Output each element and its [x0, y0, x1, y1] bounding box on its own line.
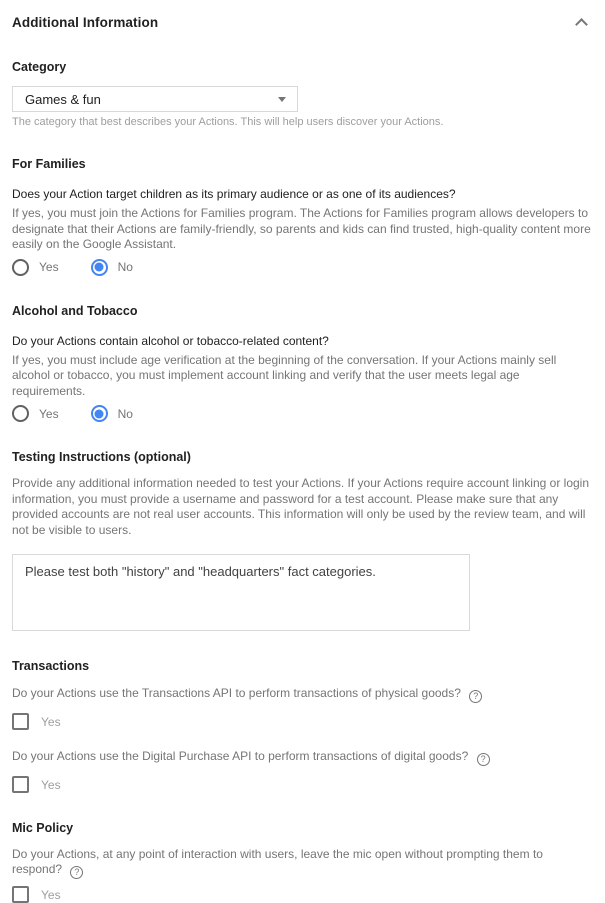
radio-icon[interactable] — [12, 405, 29, 422]
radio-label: No — [117, 260, 133, 274]
transactions-digital-checkbox-row — [12, 776, 592, 793]
transactions-digital-question — [12, 749, 592, 766]
for-families-radio-group — [12, 259, 592, 276]
alcohol-tobacco-description: If yes, you must include age verification at the beginning of the conversation. If your Actions mainly sell alcohol or tobacco, you must implement account linking and verify that the user meets legal age requirements. — [12, 352, 557, 398]
alcohol-tobacco-title: Alcohol and Tobacco — [12, 303, 138, 318]
for-families-section — [12, 157, 592, 276]
for-families-radio-yes[interactable] — [12, 259, 68, 276]
question-text: Do your Actions use the Digital Purchase API to perform transactions of digital goods? — [12, 749, 469, 763]
mic-policy-question — [12, 847, 567, 879]
panel-title: Additional Information — [12, 15, 159, 30]
mic-policy-checkbox-row — [12, 886, 592, 903]
testing-instructions-section — [12, 450, 592, 631]
category-select-value: Games & fun — [25, 91, 101, 107]
for-families-title: For Families — [12, 157, 86, 171]
radio-icon[interactable] — [91, 259, 108, 276]
category-section — [12, 60, 592, 129]
transactions-physical-question — [12, 686, 592, 703]
checkbox-label: Yes — [41, 887, 61, 902]
question-text: Do your Actions use the Transactions API to perform transactions of physical goods? — [12, 686, 461, 700]
panel-header — [12, 0, 592, 30]
for-families-radio-no[interactable] — [91, 259, 142, 276]
question-text: Do your Actions, at any point of interaction with users, leave the mic open without prompting them to respond? — [12, 847, 543, 876]
alcohol-tobacco-radio-no[interactable] — [91, 405, 142, 422]
radio-label: No — [117, 406, 133, 421]
category-select[interactable] — [12, 86, 298, 112]
testing-instructions-description: Provide any additional information needed to test your Actions. If your Actions require account linking or login information, you must provide a username and password for a test account. Please make sure that any provided accounts are not real user accounts. This information will only be used by the review team, and will not be visible to users. — [12, 476, 590, 537]
testing-instructions-textarea[interactable] — [12, 554, 470, 631]
alcohol-tobacco-radio-yes[interactable] — [12, 405, 68, 422]
radio-label: Yes — [39, 260, 59, 274]
alcohol-tobacco-radio-group — [12, 405, 592, 422]
arrow-drop-down-icon — [278, 97, 286, 102]
alcohol-tobacco-question: Do your Actions contain alcohol or tobacco-related content? — [12, 333, 329, 348]
transactions-title: Transactions — [12, 659, 90, 673]
for-families-question: Does your Action target children as its primary audience or as one of its audiences? — [12, 187, 456, 201]
category-label: Category — [12, 60, 67, 74]
help-icon[interactable] — [477, 753, 490, 766]
checkbox-icon[interactable] — [12, 886, 29, 903]
testing-instructions-title: Testing Instructions (optional) — [12, 450, 191, 464]
radio-icon[interactable] — [12, 259, 29, 276]
for-families-description: If yes, you must join the Actions for Families program. The Actions for Families program allows developers to designate that their Actions are family-friendly, so parents and kids can find trusted, high-quality content more easily on the Google Assistant. — [12, 206, 591, 251]
checkbox-icon[interactable] — [12, 776, 29, 793]
transactions-section — [12, 659, 592, 793]
alcohol-tobacco-section — [12, 304, 592, 423]
mic-policy-title: Mic Policy — [12, 821, 74, 835]
checkbox-label: Yes — [41, 714, 61, 729]
help-icon[interactable] — [70, 866, 83, 879]
radio-label: Yes — [39, 406, 59, 421]
transactions-physical-checkbox-row — [12, 713, 592, 730]
checkbox-icon[interactable] — [12, 713, 29, 730]
help-icon[interactable] — [469, 690, 482, 703]
mic-policy-section — [12, 821, 592, 903]
checkbox-label: Yes — [41, 777, 61, 792]
category-helper-text: The category that best describes your Actions. This will help users discover your Actions. — [12, 116, 444, 128]
radio-icon[interactable] — [91, 405, 108, 422]
chevron-up-icon[interactable] — [575, 18, 588, 31]
